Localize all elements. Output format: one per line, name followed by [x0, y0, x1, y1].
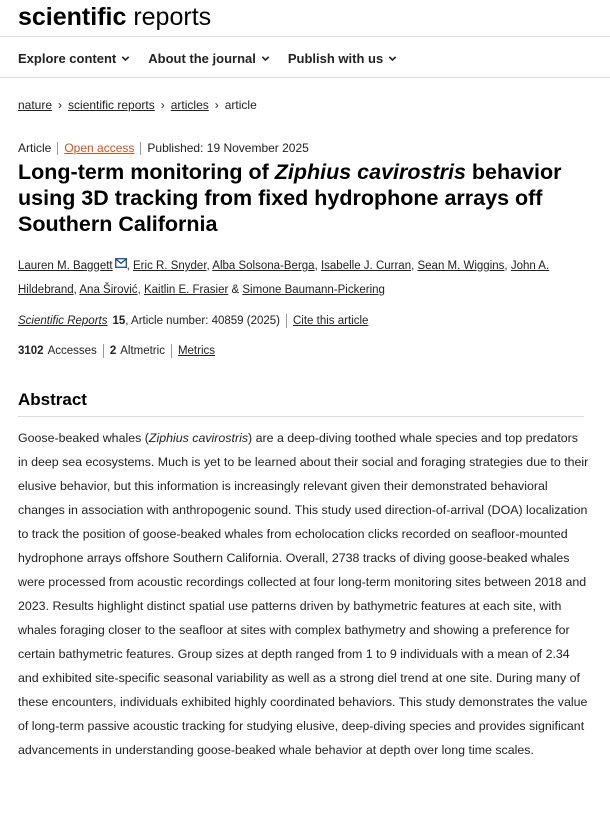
author-link[interactable]: John A. Hildebrand — [18, 260, 550, 296]
meta-divider — [57, 142, 58, 155]
citation-details: , Article number: 40859 (2025) — [125, 315, 280, 327]
citation-divider — [286, 314, 287, 328]
author-link[interactable]: Kaitlin E. Frasier — [143, 284, 229, 296]
author-link[interactable]: Simone Baumann-Pickering — [242, 284, 385, 296]
abstract-species: Ziphius cavirostris — [148, 431, 249, 445]
header-divider — [0, 36, 610, 37]
title-species: Ziphius cavirostris — [274, 160, 466, 184]
abstract-lead: Goose-beaked whales ( — [18, 431, 149, 445]
abstract-divider — [18, 416, 584, 417]
author-link[interactable]: Eric R. Snyder — [133, 260, 207, 272]
altmetric-label: Altmetric — [120, 345, 165, 357]
altmetric-count: 2 — [109, 345, 117, 357]
metrics-link[interactable]: Metrics — [177, 345, 216, 357]
journal-logo[interactable] — [18, 2, 211, 32]
nav-explore-content[interactable] — [18, 49, 130, 67]
accesses-label: Accesses — [47, 345, 97, 357]
article-metrics — [18, 344, 215, 358]
cite-this-article-link[interactable]: Cite this article — [292, 315, 369, 327]
nav-about-journal[interactable] — [148, 49, 270, 67]
logo-light-text: reports — [133, 3, 212, 31]
nav-label: Publish with us — [287, 50, 384, 66]
open-access-link[interactable]: Open access — [64, 141, 135, 155]
journal-link[interactable]: Scientific Reports — [18, 315, 108, 327]
logo-bold-text: scientific — [18, 3, 127, 31]
breadcrumb-scientific-reports[interactable]: scientific reports — [68, 98, 155, 112]
article-type: Article — [18, 141, 52, 155]
chevron-down-icon — [261, 54, 270, 63]
abstract-paragraph — [18, 426, 590, 762]
meta-divider — [140, 142, 141, 155]
author-link[interactable]: Sean M. Wiggins — [417, 260, 505, 272]
title-part-2: behavior using 3D tracking from fixed hydrophone arrays off Southern California — [18, 160, 562, 236]
breadcrumb-nature[interactable]: nature — [18, 98, 53, 112]
accesses-count: 3102 — [18, 345, 44, 357]
mail-icon[interactable] — [115, 258, 127, 268]
breadcrumb-articles[interactable]: articles — [170, 98, 209, 112]
nav-label: Explore content — [18, 50, 117, 66]
main-nav — [18, 49, 397, 67]
metrics-divider — [171, 344, 172, 358]
title-part-1: Long-term monitoring of — [18, 160, 275, 184]
breadcrumb-separator: › — [214, 98, 219, 112]
article-title — [18, 159, 588, 237]
breadcrumb-separator: › — [160, 98, 165, 112]
nav-divider — [0, 77, 610, 78]
abstract-heading: Abstract — [18, 390, 87, 409]
metrics-divider — [103, 344, 104, 358]
author-link[interactable]: Ana Širović — [79, 284, 138, 296]
abstract-text — [18, 426, 590, 762]
author-list: Lauren M. Baggett , Eric R. Snyder, Alba Solsona-Berga, Isabelle J. Curran, Sean M. Wiggins, John A. Hildebrand, Ana Širović, Kaitlin E. Frasier & Simone Baumann-Pickering — [18, 260, 550, 296]
chevron-down-icon — [121, 54, 130, 63]
abstract-body: ) are a deep-diving toothed whale species and top predators in deep sea ecosystems. Much is yet to be learned about their social and foraging strategies due to their elusive behavior, but this information is increasingly relevant given their demonstrated behavioral changes in association with anthropogenic sound. This study used direction-of-arrival (DOA) localization to track the position of goose-beaked whales from echolocation clicks recorded on seafloor-mounted hydrophone arrays offshore Southern California. Overall, 2738 tracks of diving goose-beaked whales were processed from acoustic recordings collected at four long-term monitoring sites between 2018 and 2023. Results highlight distinct spatial use patterns driven by bathymetric features at each site, with whales foraging closer to the seafloor at sites with complex bathymetry and showing a preference for certain bathymetric features. Group sizes at depth ranged from 1 to 9 individuals with a mean of 2.34 and exhibited site-specific seasonal variability as well as a strong diel trend at one site. During many of these encounters, individuals exhibited highly coordinated behaviors. This study demonstrates the value of long-term passive acoustic tracking for studying elusive, deep-diving species and provides significant advancements in understanding goose-beaked whale behavior at depth over long time scales. — [18, 431, 589, 757]
breadcrumb-current: article — [224, 98, 257, 112]
author-link[interactable]: Lauren M. Baggett — [18, 260, 113, 272]
author-link[interactable]: Isabelle J. Curran — [320, 260, 412, 272]
breadcrumb-separator: › — [58, 98, 63, 112]
breadcrumb — [18, 98, 257, 112]
article-meta — [18, 141, 309, 155]
nav-label: About the journal — [148, 50, 256, 66]
author-link[interactable]: Alba Solsona-Berga — [212, 260, 315, 272]
published-date: Published: 19 November 2025 — [147, 141, 309, 155]
authors-and: & — [231, 284, 240, 296]
nav-publish-with-us[interactable] — [288, 49, 397, 67]
volume-number: 15 — [112, 315, 126, 327]
chevron-down-icon — [388, 54, 397, 63]
citation-line — [18, 314, 368, 328]
